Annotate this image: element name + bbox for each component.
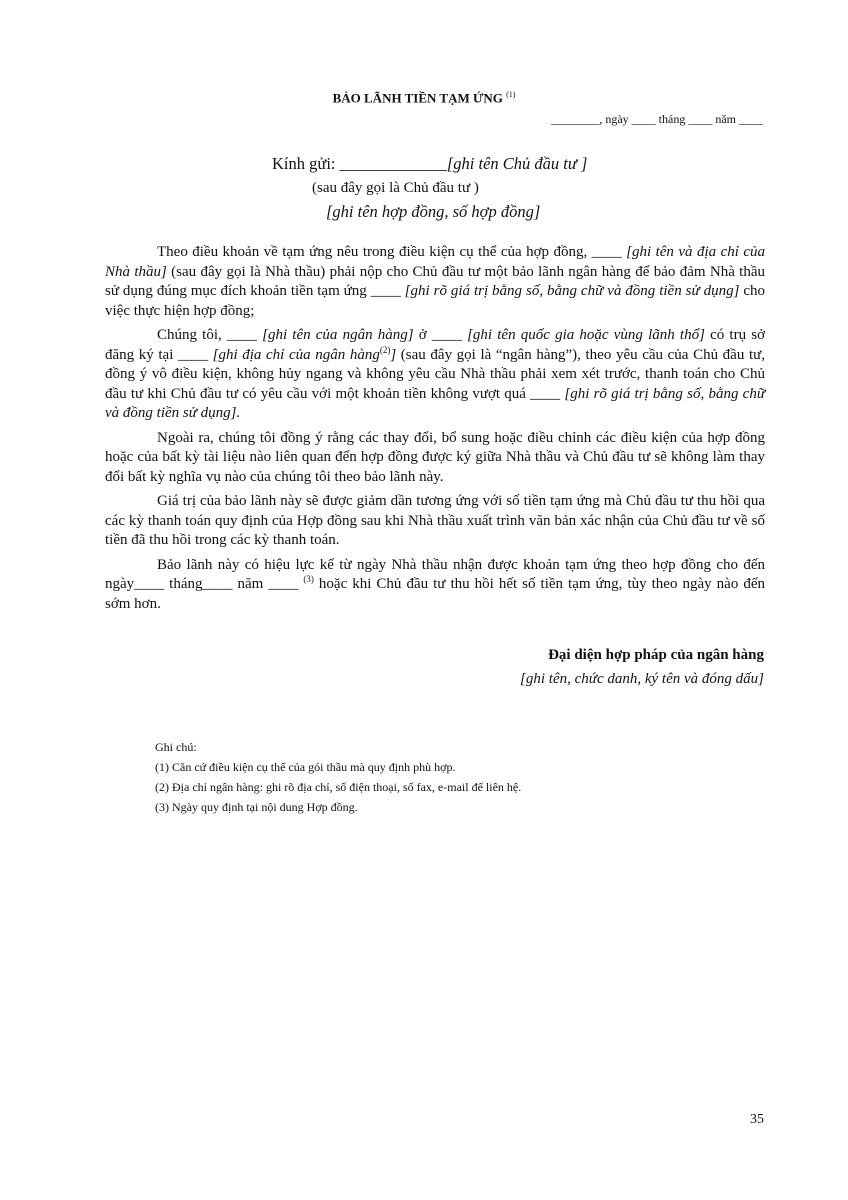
document-body [105,243,765,619]
title-text: BẢO LÃNH TIỀN TẠM ỨNG [332,90,503,106]
p2-placeholder-2: [ghi tên quốc gia hoặc vùng lãnh thổ] [467,327,705,343]
p2-placeholder-3: [ghi địa chỉ của ngân hàng [212,346,380,363]
signature-title: Đại diện hợp pháp của ngân hàng [548,647,764,663]
p2-text-1: Chúng tôi, ____ [157,327,263,343]
notes-heading: Ghi chú: [155,740,197,754]
signature-block [520,643,764,691]
paragraph-4: Giá trị của bảo lãnh này sẽ được giảm dần tương ứng với số tiền tạm ứng mà Chủ đầu tư thu hồi qua các kỳ thanh toán quy định của Hợp đồng sau khi Nhà thầu xuất trình văn bản xác nhận của Chủ đầu tư về số tiền đã thu hồi trong các kỳ thanh toán. [105,493,765,548]
document-title [0,90,848,106]
p5-text-1: Bảo lãnh này có hiệu lực kể từ ngày Nhà thầu nhận được khoản tạm ứng theo hợp đồng cho đến ngày____ tháng____ năm ____ [105,556,765,592]
addressee-alias: (sau đây gọi là Chủ đầu tư ) [312,180,479,196]
p2-text-3: có trụ sở đăng ký tại ____ [105,327,766,363]
p1-text-1: Theo điều khoản về tạm ứng nêu trong điều kiện cụ thể của hợp đồng, ____ [157,244,627,260]
p1-placeholder-1: [ghi tên và địa chỉ của Nhà thầu] [105,244,765,280]
title-footnote-marker: (1) [506,90,516,99]
addressee-block [272,152,587,224]
p5-text-2: hoặc khi Chủ đầu tư thu hồi hết số tiền tạm ứng, tùy theo ngày nào đến sớm hơn. [105,576,765,612]
p1-text-3: cho việc thực hiện hợp đồng; [105,283,765,319]
p5-footnote-marker: (3) [303,574,314,584]
note-item: (2) Địa chỉ ngân hàng: ghi rõ địa chỉ, số điện thoại, số fax, e-mail để liên hệ. [155,780,522,794]
addressee-line [272,152,587,176]
p1-text-2: (sau đây gọi là Nhà thầu) phải nộp cho Chủ đầu tư một bảo lãnh ngân hàng để bảo đảm Nhà thầu sử dụng đúng mục đích khoản tiền tạm ứng ____ [105,263,766,299]
addressee-placeholder: [ghi tên Chủ đầu tư ] [446,154,588,173]
date-line: ________, ngày ____ tháng ____ năm ____ [551,112,763,126]
paragraph-3: Ngoài ra, chúng tôi đồng ý rằng các thay đổi, bổ sung hoặc điều chỉnh các điều kiện của hợp đồng hoặc của bất kỳ tài liệu nào liên quan đến hợp đồng được ký giữa Nhà thầu và Chủ đầu tư sẽ không làm thay đổi bất kỳ nghĩa vụ nào của chúng tôi theo bảo lãnh này. [105,429,765,485]
notes-section [155,737,521,817]
p1-placeholder-2: [ghi rõ giá trị bằng số, bằng chữ và đồng tiền sử dụng] [404,283,740,299]
paragraph-2 [105,326,765,424]
p2-placeholder-4: [ghi rõ giá trị bằng số, bằng chữ và đồng tiền sử dụng]. [105,385,766,421]
p2-placeholder-1: [ghi tên của ngân hàng] [262,327,414,343]
p2-text-4: (sau đây gọi là “ngân hàng”), theo yêu cầu của Chủ đầu tư, đồng ý vô điều kiện, không hủy ngang và không yêu cầu Nhà thầu phải xem xét trước, thanh toán cho Chủ đầu tư khi Chủ đầu tư có yêu cầu với một khoản tiền không vượt quá ____ [105,346,766,402]
addressee-prefix: Kính gửi: _____________ [272,154,447,173]
paragraph-1 [105,243,765,321]
page-number: 35 [750,1112,764,1127]
note-item: (1) Căn cứ điều kiện cụ thể của gói thầu mà quy định phù hợp. [155,760,456,774]
paragraph-5 [105,556,765,615]
note-item: (3) Ngày quy định tại nội dung Hợp đồng. [155,800,358,814]
signature-instruction: [ghi tên, chức danh, ký tên và đóng dấu] [520,671,764,687]
p2-placeholder-close: ] [390,346,397,363]
p2-text-2: ở ____ [413,327,468,343]
contract-placeholder: [ghi tên hợp đồng, số hợp đồng] [326,202,541,221]
p2-footnote-marker: (2) [379,344,391,355]
